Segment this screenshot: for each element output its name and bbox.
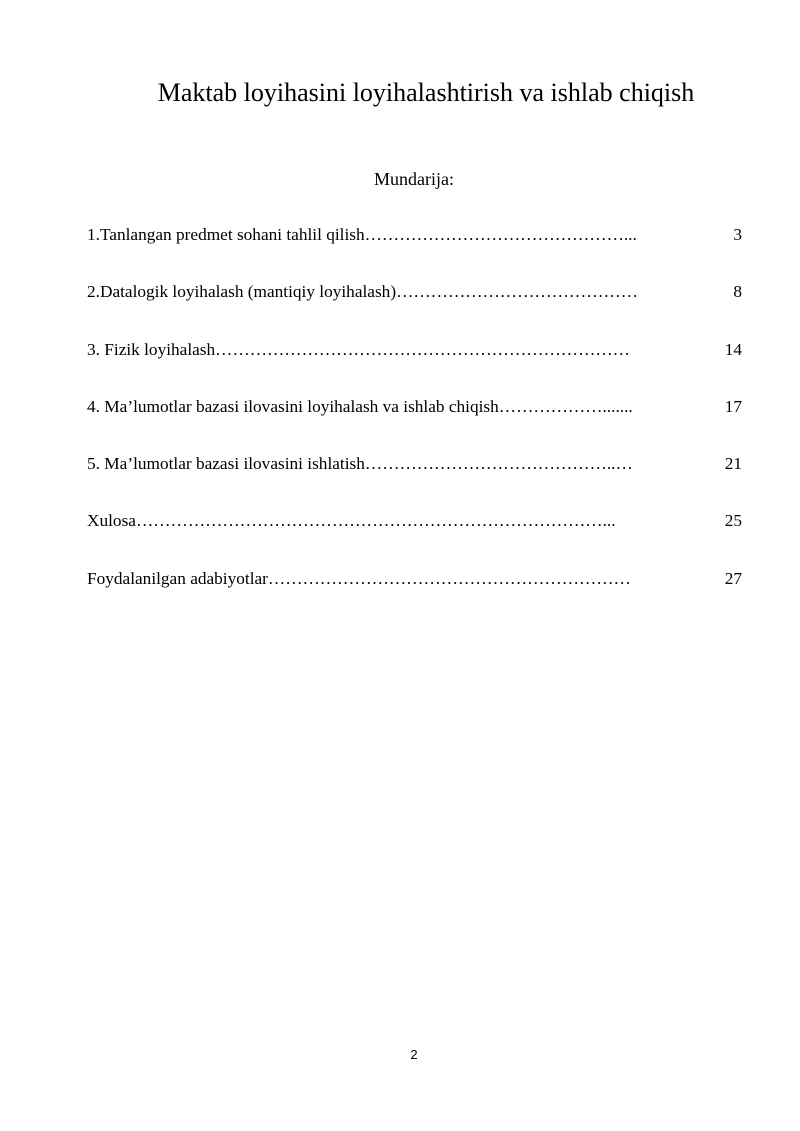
toc-entry-4[interactable] bbox=[87, 395, 742, 452]
toc-entry-3[interactable] bbox=[87, 338, 742, 395]
toc-entry-6[interactable] bbox=[87, 509, 742, 566]
toc-entry-leader: …………………………………… bbox=[396, 282, 639, 302]
toc-entry-text: Foydalanilgan adabiyotlar bbox=[87, 568, 268, 588]
toc-entry-page: 8 bbox=[733, 282, 742, 302]
toc-entry-text: 1.Tanlangan predmet sohani tahlil qilish bbox=[87, 225, 365, 244]
toc-entry-7[interactable] bbox=[87, 567, 742, 624]
toc-entry-leader: ……………………………………..… bbox=[364, 454, 633, 474]
toc-entry-text: Xulosa bbox=[87, 511, 136, 531]
table-of-contents bbox=[87, 223, 742, 624]
document-title: Maktab loyihasini loyihalashtirish va ishlab chiqish bbox=[157, 78, 695, 107]
toc-entry-leader: ………………....... bbox=[498, 396, 633, 416]
toc-entry-text: 5. Ma’lumotlar bazasi ilovasini ishlatish bbox=[87, 454, 365, 474]
toc-entry-page: 25 bbox=[724, 511, 742, 531]
toc-entry-2[interactable] bbox=[87, 280, 742, 337]
toc-entry-1[interactable] bbox=[87, 223, 742, 280]
toc-entry-page: 21 bbox=[724, 454, 742, 474]
toc-heading: Mundarija: bbox=[374, 169, 454, 189]
page-number: 2 bbox=[410, 1047, 418, 1062]
toc-entry-page: 3 bbox=[733, 225, 742, 244]
toc-entry-leader: ……………………………………………………………… bbox=[215, 339, 630, 359]
toc-entry-5[interactable] bbox=[87, 452, 742, 509]
toc-entry-page: 17 bbox=[724, 396, 742, 416]
toc-entry-page: 27 bbox=[724, 568, 742, 588]
toc-entry-leader: ………………………………………... bbox=[364, 225, 637, 244]
toc-entry-text: 4. Ma’lumotlar bazasi ilovasini loyihalash va ishlab chiqish bbox=[87, 396, 499, 416]
toc-entry-text: 2.Datalogik loyihalash (mantiqiy loyihalash) bbox=[87, 282, 397, 302]
toc-entry-leader: ………………………………………………………………………... bbox=[135, 511, 616, 531]
toc-entry-text: 3. Fizik loyihalash bbox=[87, 339, 216, 359]
toc-entry-leader: ……………………………………………………… bbox=[267, 568, 631, 588]
toc-entry-page: 14 bbox=[724, 339, 742, 359]
